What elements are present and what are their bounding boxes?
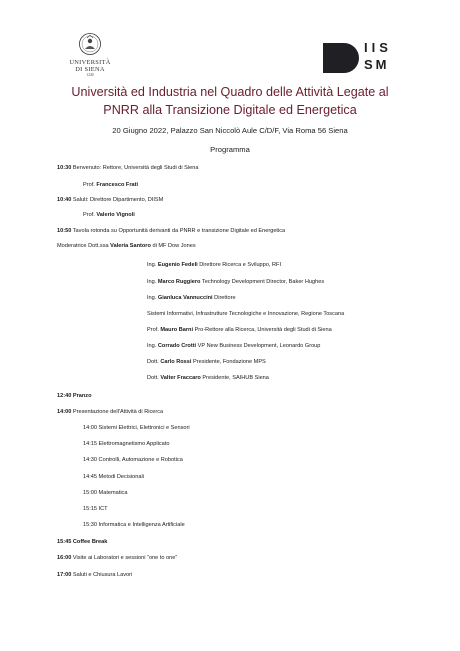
research-session: 15:30 Informatica e Intelligenza Artificiale bbox=[83, 522, 185, 528]
panelist-line: Dott. Carlo Rossi Presidente, Fondazione MPS bbox=[147, 359, 266, 365]
panelist-line: Prof. Mauro Barni Pro-Rettore alla Ricerca, Università degli Studi di Siena bbox=[147, 327, 332, 333]
research-session: 15:15 ICT bbox=[83, 506, 108, 512]
program-speaker: Prof. Francesco Frati bbox=[83, 182, 139, 188]
panelist-line: Ing. Eugenio Fedeli Direttore Ricerca e Sviluppo, RFI bbox=[147, 262, 282, 268]
research-session: 15:00 Matematica bbox=[83, 490, 128, 496]
panelist-line-continued: Sistemi Informativi, Infrastrutture Tecnologiche e Innovazione, Regione Toscana bbox=[147, 311, 345, 317]
panelist-line: Ing. Marco Ruggiero Technology Development Director, Baker Hughes bbox=[147, 279, 325, 285]
university-seal-icon bbox=[78, 32, 102, 58]
department-logo-line1: IIS bbox=[364, 40, 392, 55]
program-item: 15:45 Coffee Break bbox=[57, 539, 108, 545]
department-logo-line2: SM bbox=[364, 57, 390, 72]
event-title-line2: PNRR alla Transizione Digitale ed Energetica bbox=[103, 103, 357, 117]
research-session: 14:00 Sistemi Elettrici, Elettronici e Sensori bbox=[83, 425, 190, 431]
department-logo bbox=[323, 41, 403, 75]
program-item: 10:50 Tavola rotonda su Opportunità derivanti da PNRR e transizione Digitale ed Energetica bbox=[57, 228, 286, 234]
program-item: 16:00 Visite ai Laboratori e sessioni “one to one” bbox=[57, 555, 178, 561]
panelist-line: Ing. Gianluca Vannuccini Direttore bbox=[147, 295, 236, 301]
event-title-line1: Università ed Industria nel Quadro delle Attività Legate al bbox=[71, 85, 389, 99]
program-item: 10:30 Benvenuto: Rettore, Università degli Studi di Siena bbox=[57, 165, 199, 171]
program-item: 14:00 Presentazione dell'Attività di Ricerca bbox=[57, 409, 164, 415]
research-session: 14:15 Elettromagnetismo Applicato bbox=[83, 441, 170, 447]
department-logo-mark bbox=[323, 43, 359, 73]
event-date-location: 20 Giugno 2022, Palazzo San Niccolò Aule C/D/F, Via Roma 56 Siena bbox=[112, 126, 348, 135]
program-item: 17:00 Saluti e Chiusura Lavori bbox=[57, 572, 133, 578]
university-year: 1240 bbox=[86, 73, 94, 77]
section-title: Programma bbox=[210, 145, 250, 154]
research-session: 14:45 Metodi Decisionali bbox=[83, 474, 144, 480]
panelist-line: Ing. Corrado Crotti VP New Business Development, Leonardo Group bbox=[147, 343, 321, 349]
program-item: 12:40 Pranzo bbox=[57, 393, 92, 399]
university-logo bbox=[60, 32, 120, 78]
program-speaker: Prof. Valerio Vignoli bbox=[83, 212, 135, 218]
program-item: 10:40 Saluti: Direttore Dipartimento, DIISM bbox=[57, 197, 164, 203]
research-session: 14:30 Controlli, Automazione e Robotica bbox=[83, 457, 183, 463]
panelist-line: Dott. Valter Fraccaro Presidente, SAIHUB Siena bbox=[147, 375, 269, 381]
university-name: UNIVERSITÀ DI SIENA bbox=[69, 59, 111, 73]
moderator-line: Moderatrice Dott.ssa Valeria Santoro di MF Dow Jones bbox=[57, 243, 196, 249]
